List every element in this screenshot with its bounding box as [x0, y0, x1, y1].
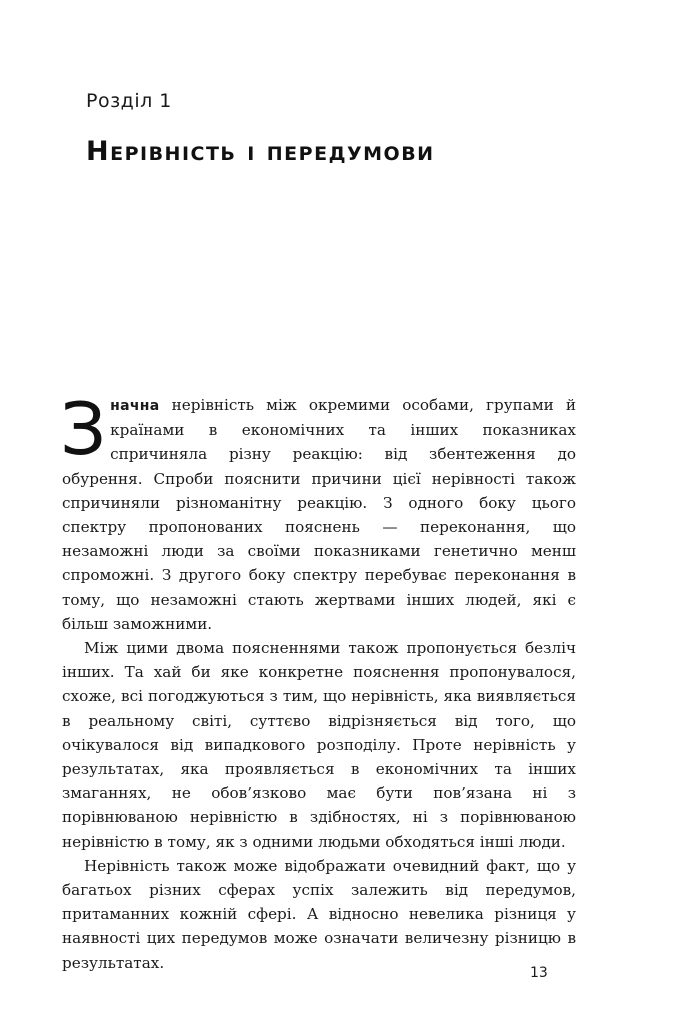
paragraph-2: Між цими двома поясненнями також пропонується безліч інших. Та хай би яке конкретне пояснення пропонувалося, схоже, всі погоджуються з тим, що нерівність, яка виявляється в реальному світі, суттєво відрізняється від того, що очікувалося від випадкового розподілу. Проте нерівність у результатах, яка проявляється в економічних та інших змаганнях, не обов’язково має бути пов’язана ні з порівнюваною нерівністю в здібностях, ні з порівнюваною нерівністю в тому, як з одними людьми обходяться інші люди. [62, 639, 576, 851]
chapter-label: Розділ 1 [86, 90, 172, 112]
page-number: 13 [530, 965, 548, 981]
paragraph-1 [60, 387, 576, 636]
paragraph-3: Нерівність також може відображати очевидний факт, що у багатьох різних сферах успіх залежить від передумов, притаманних кожній сфері. А відносно невелика різниця у наявності цих передумов може означати величезну різницю в результатах. [62, 856, 576, 972]
chapter-title: Нерівність і передумови [86, 136, 435, 167]
drop-cap: З [60, 387, 107, 471]
paragraph-1-text: нерівність між окремими особами, групами й країнами в економічних та інших показниках спричиняла різну реакцію: від збентеження до обурення. Спроби пояснити причини цієї нерівності також спричиняли різноманітну реакцію. З одного боку цього спектру пропонованих пояснень — переконання, що незаможні люди за своїми показниками генетично менш спроможні. З другого боку спектру перебуває переконання в тому, що незаможні стають жертвами інших людей, які є більш заможними. [62, 396, 576, 633]
lead-word: начна [110, 398, 160, 414]
body-text [60, 387, 576, 975]
